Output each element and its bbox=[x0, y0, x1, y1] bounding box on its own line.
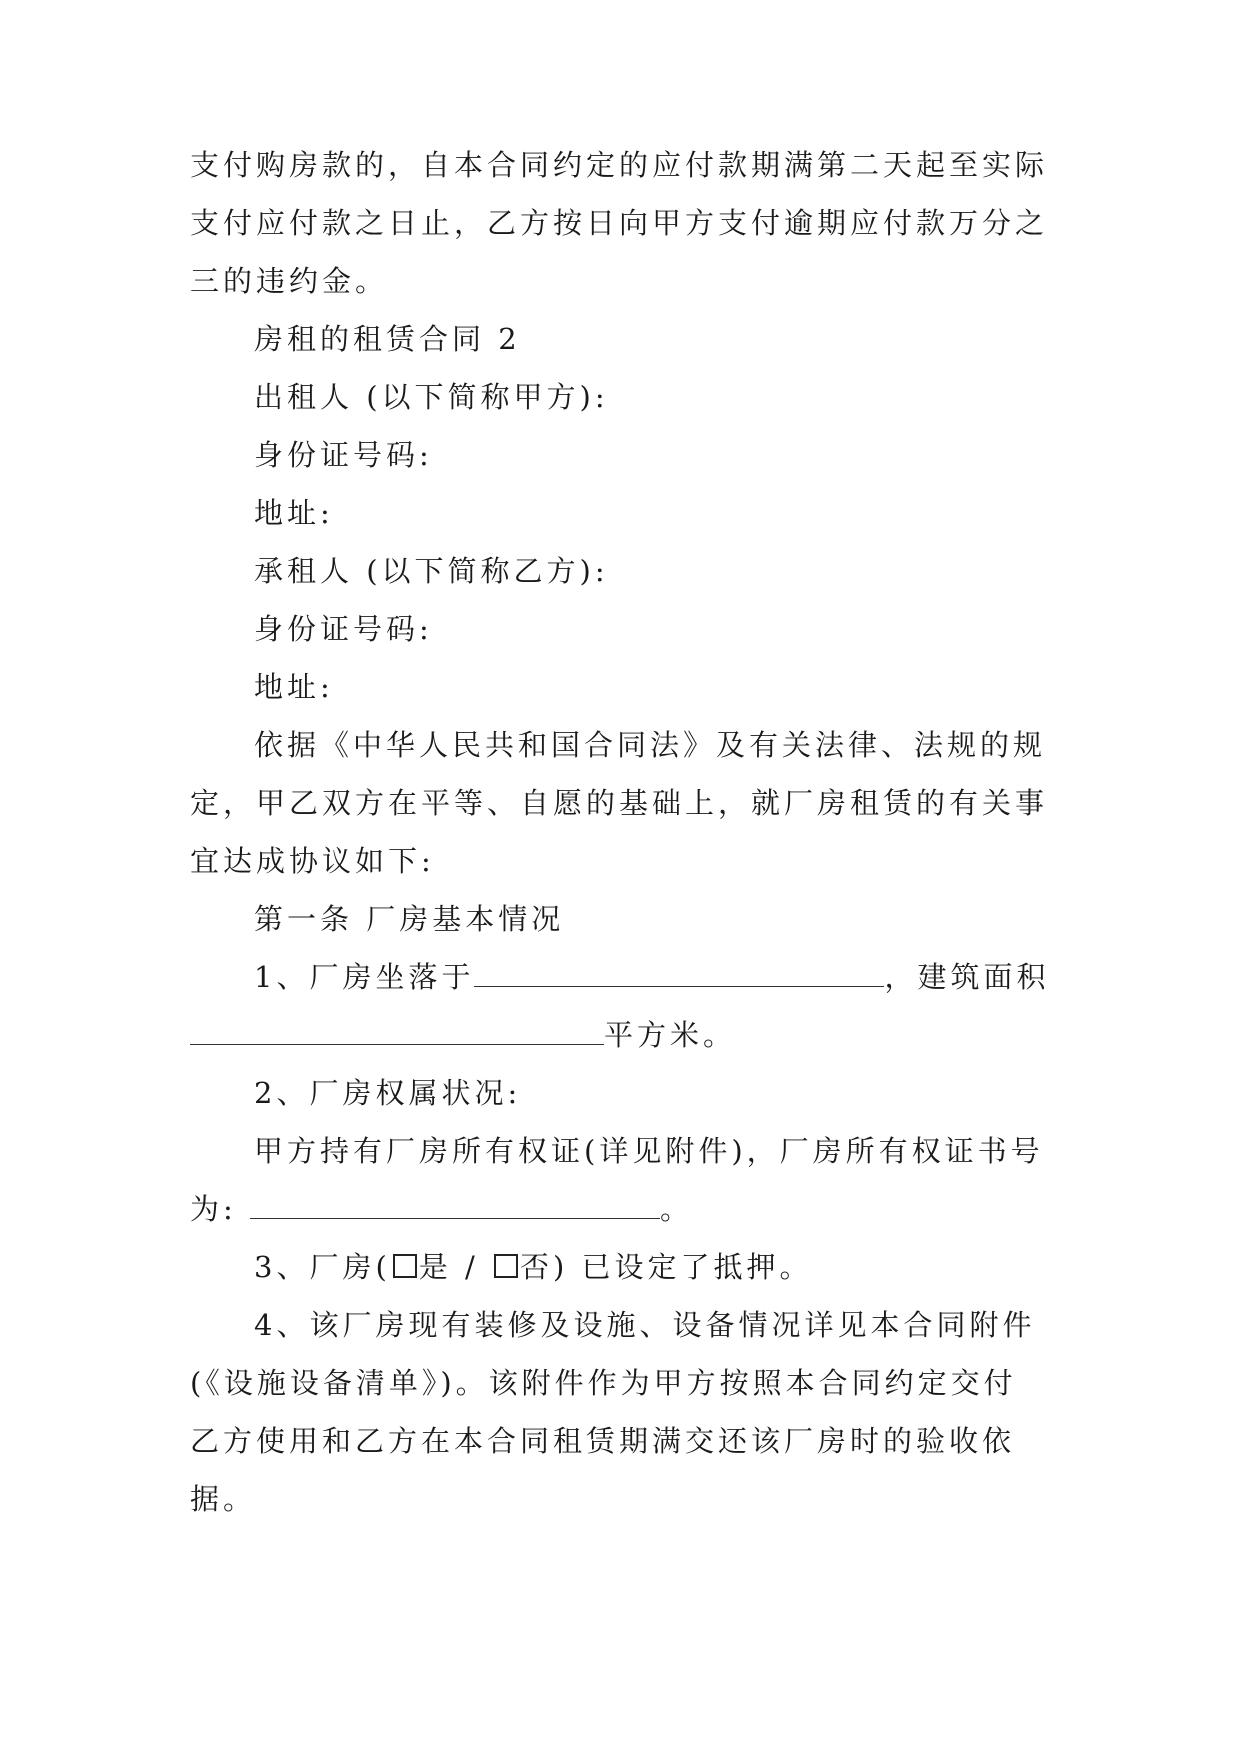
location-blank[interactable] bbox=[474, 956, 884, 987]
item-1-prefix: 1、厂房坐落于 bbox=[254, 960, 475, 994]
item-1-line-2 bbox=[190, 1006, 1050, 1064]
lessee-address-label: 地址: bbox=[254, 670, 334, 704]
lessee-id-label: 身份证号码: bbox=[254, 612, 433, 646]
item-4-line: 乙方使用和乙方在本合同租赁期满交还该厂房时的验收依 bbox=[190, 1424, 1016, 1458]
item-2-prefix: 为: bbox=[190, 1192, 250, 1226]
article-heading: 第一条 厂房基本情况 bbox=[254, 902, 565, 936]
preamble-line: 依据《中华人民共和国合同法》及有关法律、法规的规 bbox=[254, 728, 1047, 762]
item-2-suffix: 。 bbox=[660, 1192, 694, 1226]
item-1-middle: ，建筑面积 bbox=[884, 960, 1050, 994]
item-1-line bbox=[190, 948, 1050, 1006]
item-3-option-yes: 是 / bbox=[418, 1250, 492, 1284]
preamble-line: 定，甲乙双方在平等、自愿的基础上，就厂房租赁的有关事 bbox=[190, 786, 1049, 820]
item-4-line: 4、该厂房现有装修及设施、设备情况详见本合同附件 bbox=[254, 1308, 1036, 1342]
checkbox-yes-icon[interactable] bbox=[393, 1254, 417, 1278]
document-body bbox=[190, 136, 1050, 1528]
item-4-line: 据。 bbox=[190, 1482, 257, 1516]
item-4-line: (《设施设备清单》)。该附件作为甲方按照本合同约定交付 bbox=[190, 1366, 1017, 1400]
lessor-id-label: 身份证号码: bbox=[254, 438, 433, 472]
item-3-line bbox=[190, 1238, 1050, 1296]
area-blank[interactable] bbox=[190, 1014, 604, 1045]
certificate-number-blank[interactable] bbox=[250, 1188, 660, 1219]
paragraph-line: 支付购房款的，自本合同约定的应付款期满第二天起至实际 bbox=[190, 148, 1049, 182]
item-2-heading: 2、厂房权属状况: bbox=[254, 1076, 522, 1110]
item-1-suffix: 平方米。 bbox=[604, 1018, 737, 1052]
item-2-line-2 bbox=[190, 1180, 1050, 1238]
checkbox-no-icon[interactable] bbox=[494, 1254, 518, 1278]
contract-title: 房租的租赁合同 2 bbox=[254, 322, 521, 356]
lessor-address-label: 地址: bbox=[254, 496, 334, 530]
paragraph-line: 三的违约金。 bbox=[190, 264, 389, 298]
item-2-line: 甲方持有厂房所有权证(详见附件)，厂房所有权证书号 bbox=[254, 1134, 1044, 1168]
lessee-label: 承租人 (以下简称乙方): bbox=[254, 554, 609, 588]
paragraph-line: 支付应付款之日止，乙方按日向甲方支付逾期应付款万分之 bbox=[190, 206, 1049, 240]
lessor-label: 出租人 (以下简称甲方): bbox=[254, 380, 609, 414]
item-3-suffix: 已设定了抵押。 bbox=[568, 1250, 813, 1284]
preamble-line: 宜达成协议如下: bbox=[190, 844, 435, 878]
item-3-prefix: 3、厂房( bbox=[254, 1250, 391, 1284]
item-3-option-no: 否) bbox=[519, 1250, 569, 1284]
